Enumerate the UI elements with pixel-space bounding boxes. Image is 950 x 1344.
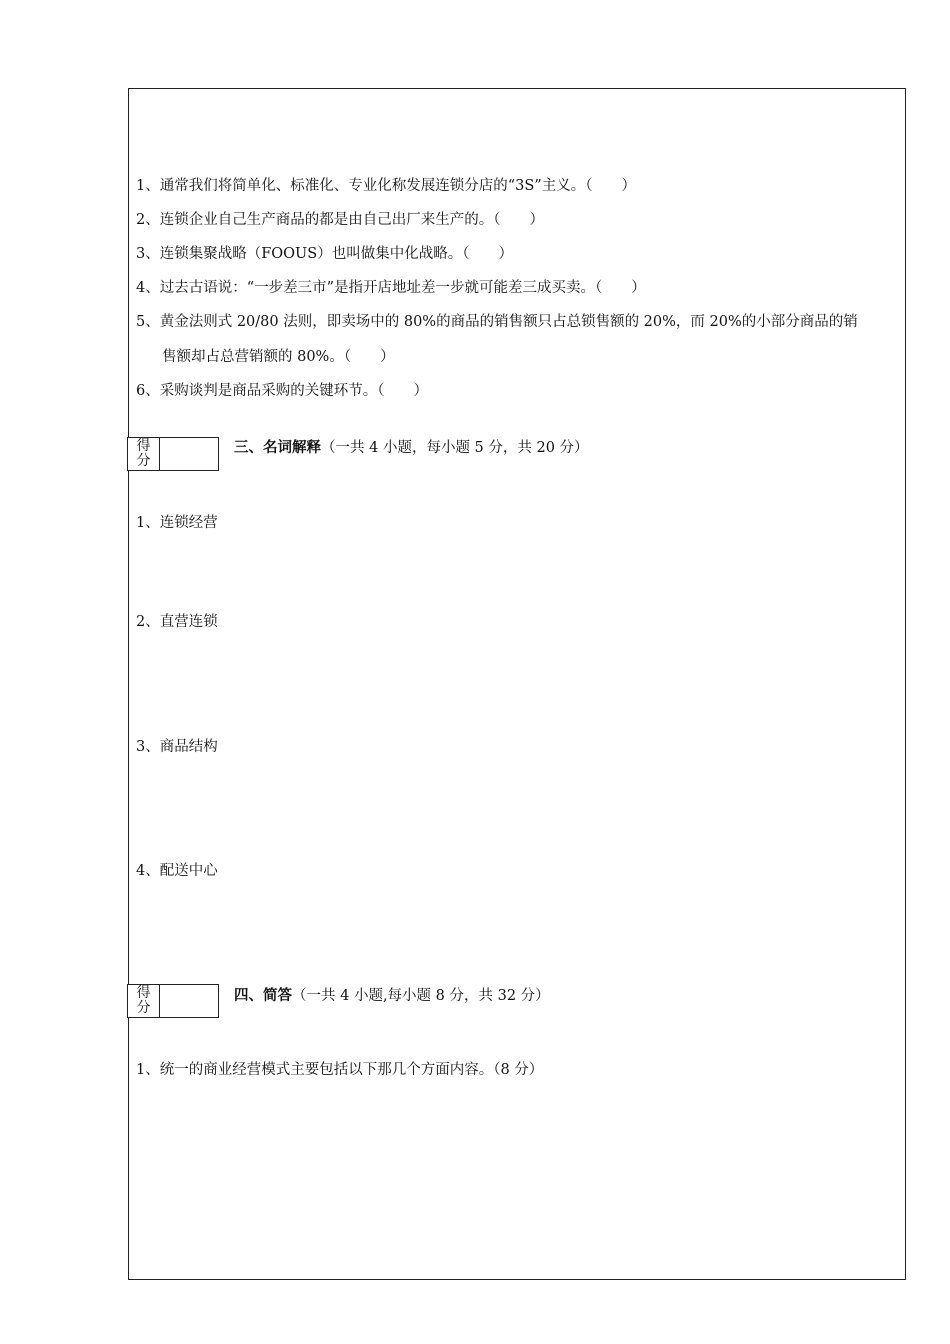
term-item-3: 3、商品结构 — [136, 739, 218, 755]
score-box-section4 — [127, 984, 219, 1018]
judgement-item-1: 1、通常我们将简单化、标准化、专业化称发展连锁分店的“3S”主义。（ ） — [136, 178, 636, 194]
term-item-4: 4、配送中心 — [136, 863, 218, 879]
section4-note: （一共 4 小题,每小题 8 分，共 32 分） — [292, 988, 550, 1004]
score-input-cell[interactable] — [160, 438, 218, 470]
term-item-2: 2、直营连锁 — [136, 614, 218, 630]
section4-title: 四、简答 — [234, 987, 292, 1004]
section3-heading — [234, 438, 589, 458]
score-input-cell[interactable] — [160, 985, 218, 1017]
judgement-item-6: 6、采购谈判是商品采购的关键环节。（ ） — [136, 383, 428, 399]
score-label-bottom: 分 — [136, 453, 151, 469]
section3-note: （一共 4 小题，每小题 5 分，共 20 分） — [321, 440, 589, 456]
judgement-item-4: 4、过去古语说：“一步差三市”是指开店地址差一步就可能差三成买卖。（ ） — [136, 280, 646, 296]
judgement-item-3: 3、连锁集聚战略（FOOUS）也叫做集中化战略。（ ） — [136, 246, 513, 262]
score-box-section3 — [127, 437, 219, 471]
score-label-top: 得 — [136, 985, 151, 1001]
short-answer-item-1: 1、统一的商业经营模式主要包括以下那几个方面内容。（8 分） — [136, 1062, 544, 1078]
score-label-bottom: 分 — [136, 1000, 151, 1016]
section4-heading — [234, 986, 550, 1006]
section3-title: 三、名词解释 — [234, 439, 321, 456]
judgement-item-5-continued: 售额却占总营销额的 80%。（ ） — [162, 349, 395, 365]
score-label-top: 得 — [136, 438, 151, 454]
score-label — [128, 985, 160, 1017]
score-label — [128, 438, 160, 470]
judgement-item-2: 2、连锁企业自己生产商品的都是由自己出厂来生产的。（ ） — [136, 212, 544, 228]
exam-page-frame — [128, 88, 906, 1280]
term-item-1: 1、连锁经营 — [136, 515, 218, 531]
judgement-item-5: 5、黄金法则式 20/80 法则，即卖场中的 80%的商品的销售额只占总锁售额的 20%，而 20%的小部分商品的销 — [136, 314, 858, 330]
